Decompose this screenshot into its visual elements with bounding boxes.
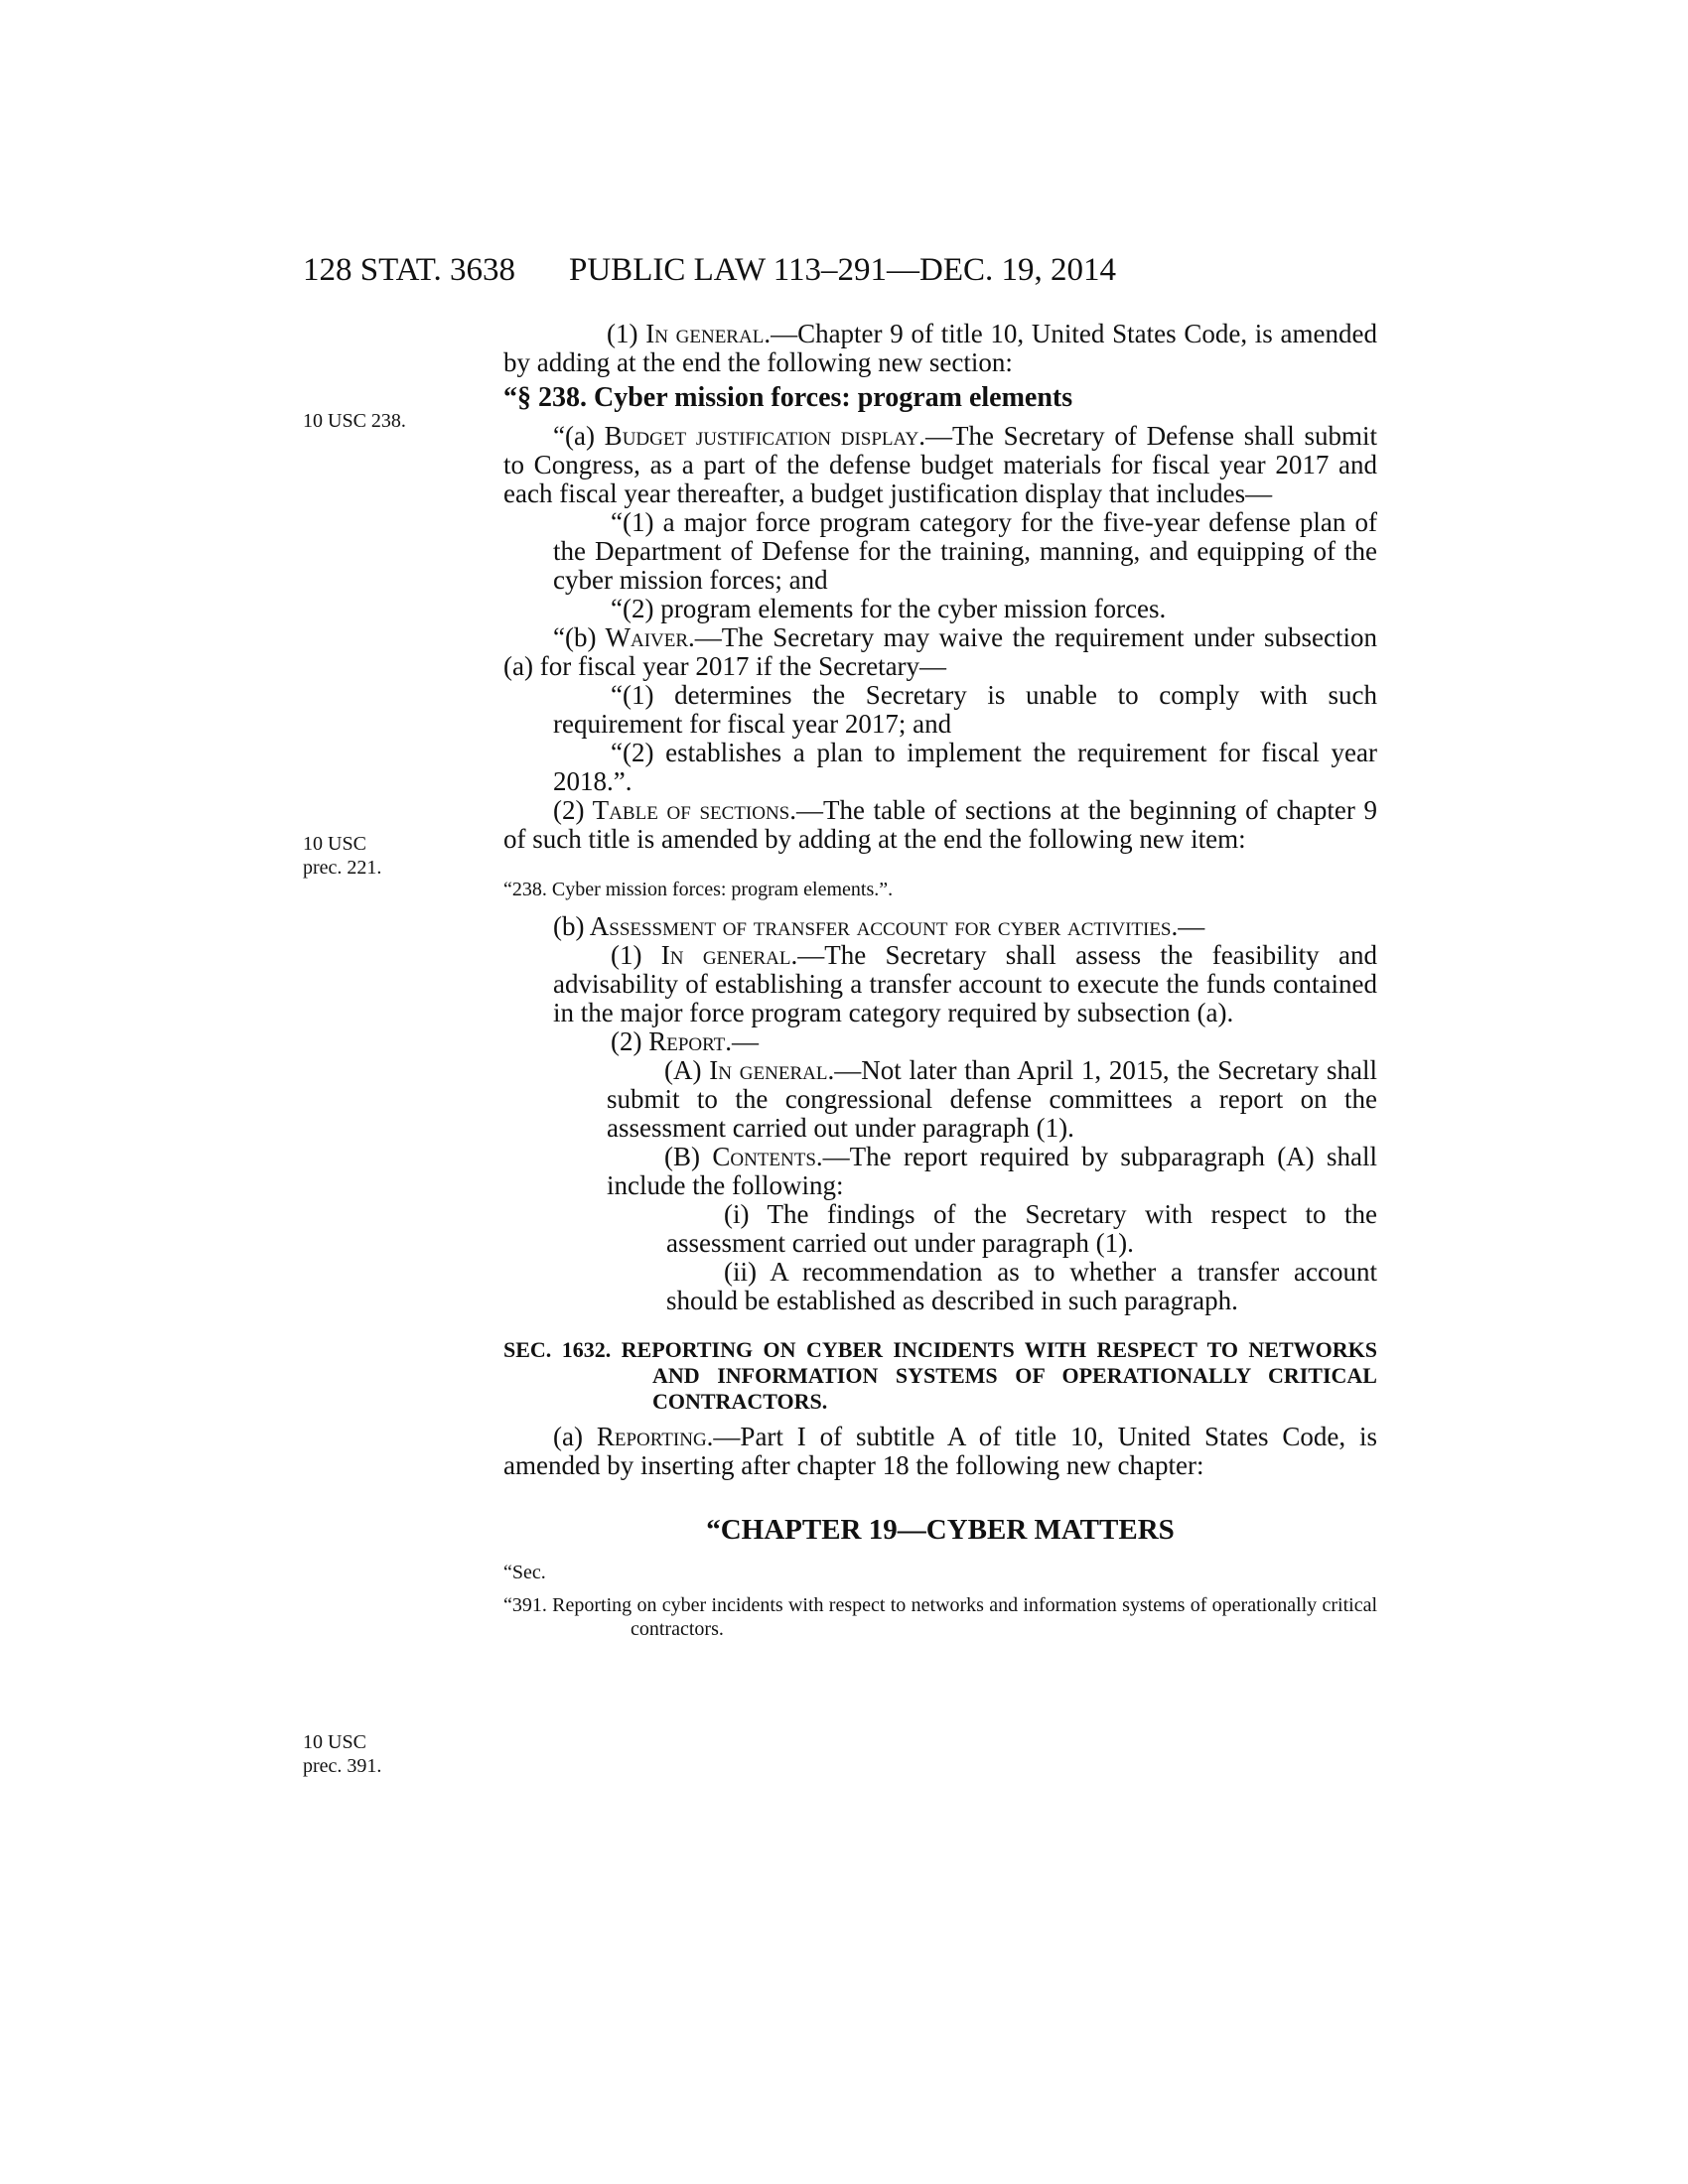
- assessment-paragraph-2-report: (2) Report.—: [611, 1026, 760, 1056]
- document-body: [503, 320, 1377, 1641]
- sec-label: “Sec.: [503, 1562, 546, 1583]
- subsection-a-reporting: (a) Reporting.—Part I of subtitle A of title 10, United States Code, is amended by inserting after chapter 18 the following new chapter:: [503, 1422, 1377, 1480]
- paragraph-1-in-general: (1) In general.—Chapter 9 of title 10, United States Code, is amended by adding at the end the following new section:: [503, 319, 1377, 377]
- table-of-sections-item-238: “238. Cyber mission forces: program elements.”.: [503, 879, 894, 900]
- subsection-b-item-1: “(1) determines the Secretary is unable to comply with such requirement for fiscal year 2017; and: [553, 680, 1377, 739]
- section-238-heading: “§ 238. Cyber mission forces: program elements: [503, 382, 1073, 413]
- assessment-paragraph-1: (1) In general.—The Secretary shall assess the feasibility and advisability of establishing a transfer account to execute the funds contained in the major force program category required by subsection (a).: [553, 940, 1377, 1027]
- subsection-b-assessment: (b) Assessment of transfer account for cyber activities.—: [553, 911, 1205, 941]
- paragraph-2-table-of-sections: (2) Table of sections.—The table of sections at the beginning of chapter 9 of such title is amended by adding at the end the following new item:: [503, 795, 1377, 854]
- subsection-b-item-2: “(2) establishes a plan to implement the requirement for fiscal year 2018.”.: [553, 738, 1377, 796]
- statute-page-number: 128 STAT. 3638: [303, 252, 516, 288]
- subsection-b-waiver: “(b) Waiver.—The Secretary may waive the requirement under subsection (a) for fiscal year 2017 if the Secretary—: [503, 622, 1378, 681]
- margin-note-line: 10 USC: [303, 833, 366, 855]
- table-of-sections-item-391: “391. Reporting on cyber incidents with respect to networks and information systems of operationally critical contractors.: [503, 1594, 1377, 1640]
- margin-note-10usc-prec391: [303, 1730, 381, 1778]
- margin-note-10usc238: 10 USC 238.: [303, 410, 406, 432]
- section-1632-title: SEC. 1632. REPORTING ON CYBER INCIDENTS WITH RESPECT TO NETWORKS AND INFORMATION SYSTEMS OF OPERATIONALLY CRITICAL CONTRACTORS.: [503, 1337, 1377, 1414]
- margin-note-line: prec. 221.: [303, 857, 382, 879]
- running-header: PUBLIC LAW 113–291—DEC. 19, 2014: [569, 252, 1117, 288]
- report-subparagraph-b: (B) Contents.—The report required by subparagraph (A) shall include the following:: [607, 1142, 1378, 1200]
- report-clause-ii: (ii) A recommendation as to whether a transfer account should be established as described in such paragraph.: [666, 1257, 1377, 1315]
- margin-note-line: 10 USC: [303, 1731, 366, 1753]
- report-clause-i: (i) The findings of the Secretary with respect to the assessment carried out under paragraph (1).: [666, 1199, 1377, 1258]
- subsection-a-item-1: “(1) a major force program category for the five-year defense plan of the Department of Defense for the training, manning, and equipping of the cyber mission forces; and: [553, 507, 1377, 595]
- subsection-a-budget-display: “(a) Budget justification display.—The Secretary of Defense shall submit to Congress, as a part of the defense budget materials for fiscal year 2017 and each fiscal year thereafter, a budget justification display that includes—: [503, 421, 1377, 508]
- margin-note-line: prec. 391.: [303, 1755, 382, 1777]
- margin-note-10usc-prec221: [303, 832, 381, 880]
- chapter-19-title: “CHAPTER 19—CYBER MATTERS: [706, 1514, 1175, 1546]
- report-subparagraph-a: (A) In general.—Not later than April 1, 2015, the Secretary shall submit to the congressional defense committees a report on the assessment carried out under paragraph (1).: [607, 1055, 1377, 1143]
- subsection-a-item-2: “(2) program elements for the cyber mission forces.: [611, 594, 1167, 623]
